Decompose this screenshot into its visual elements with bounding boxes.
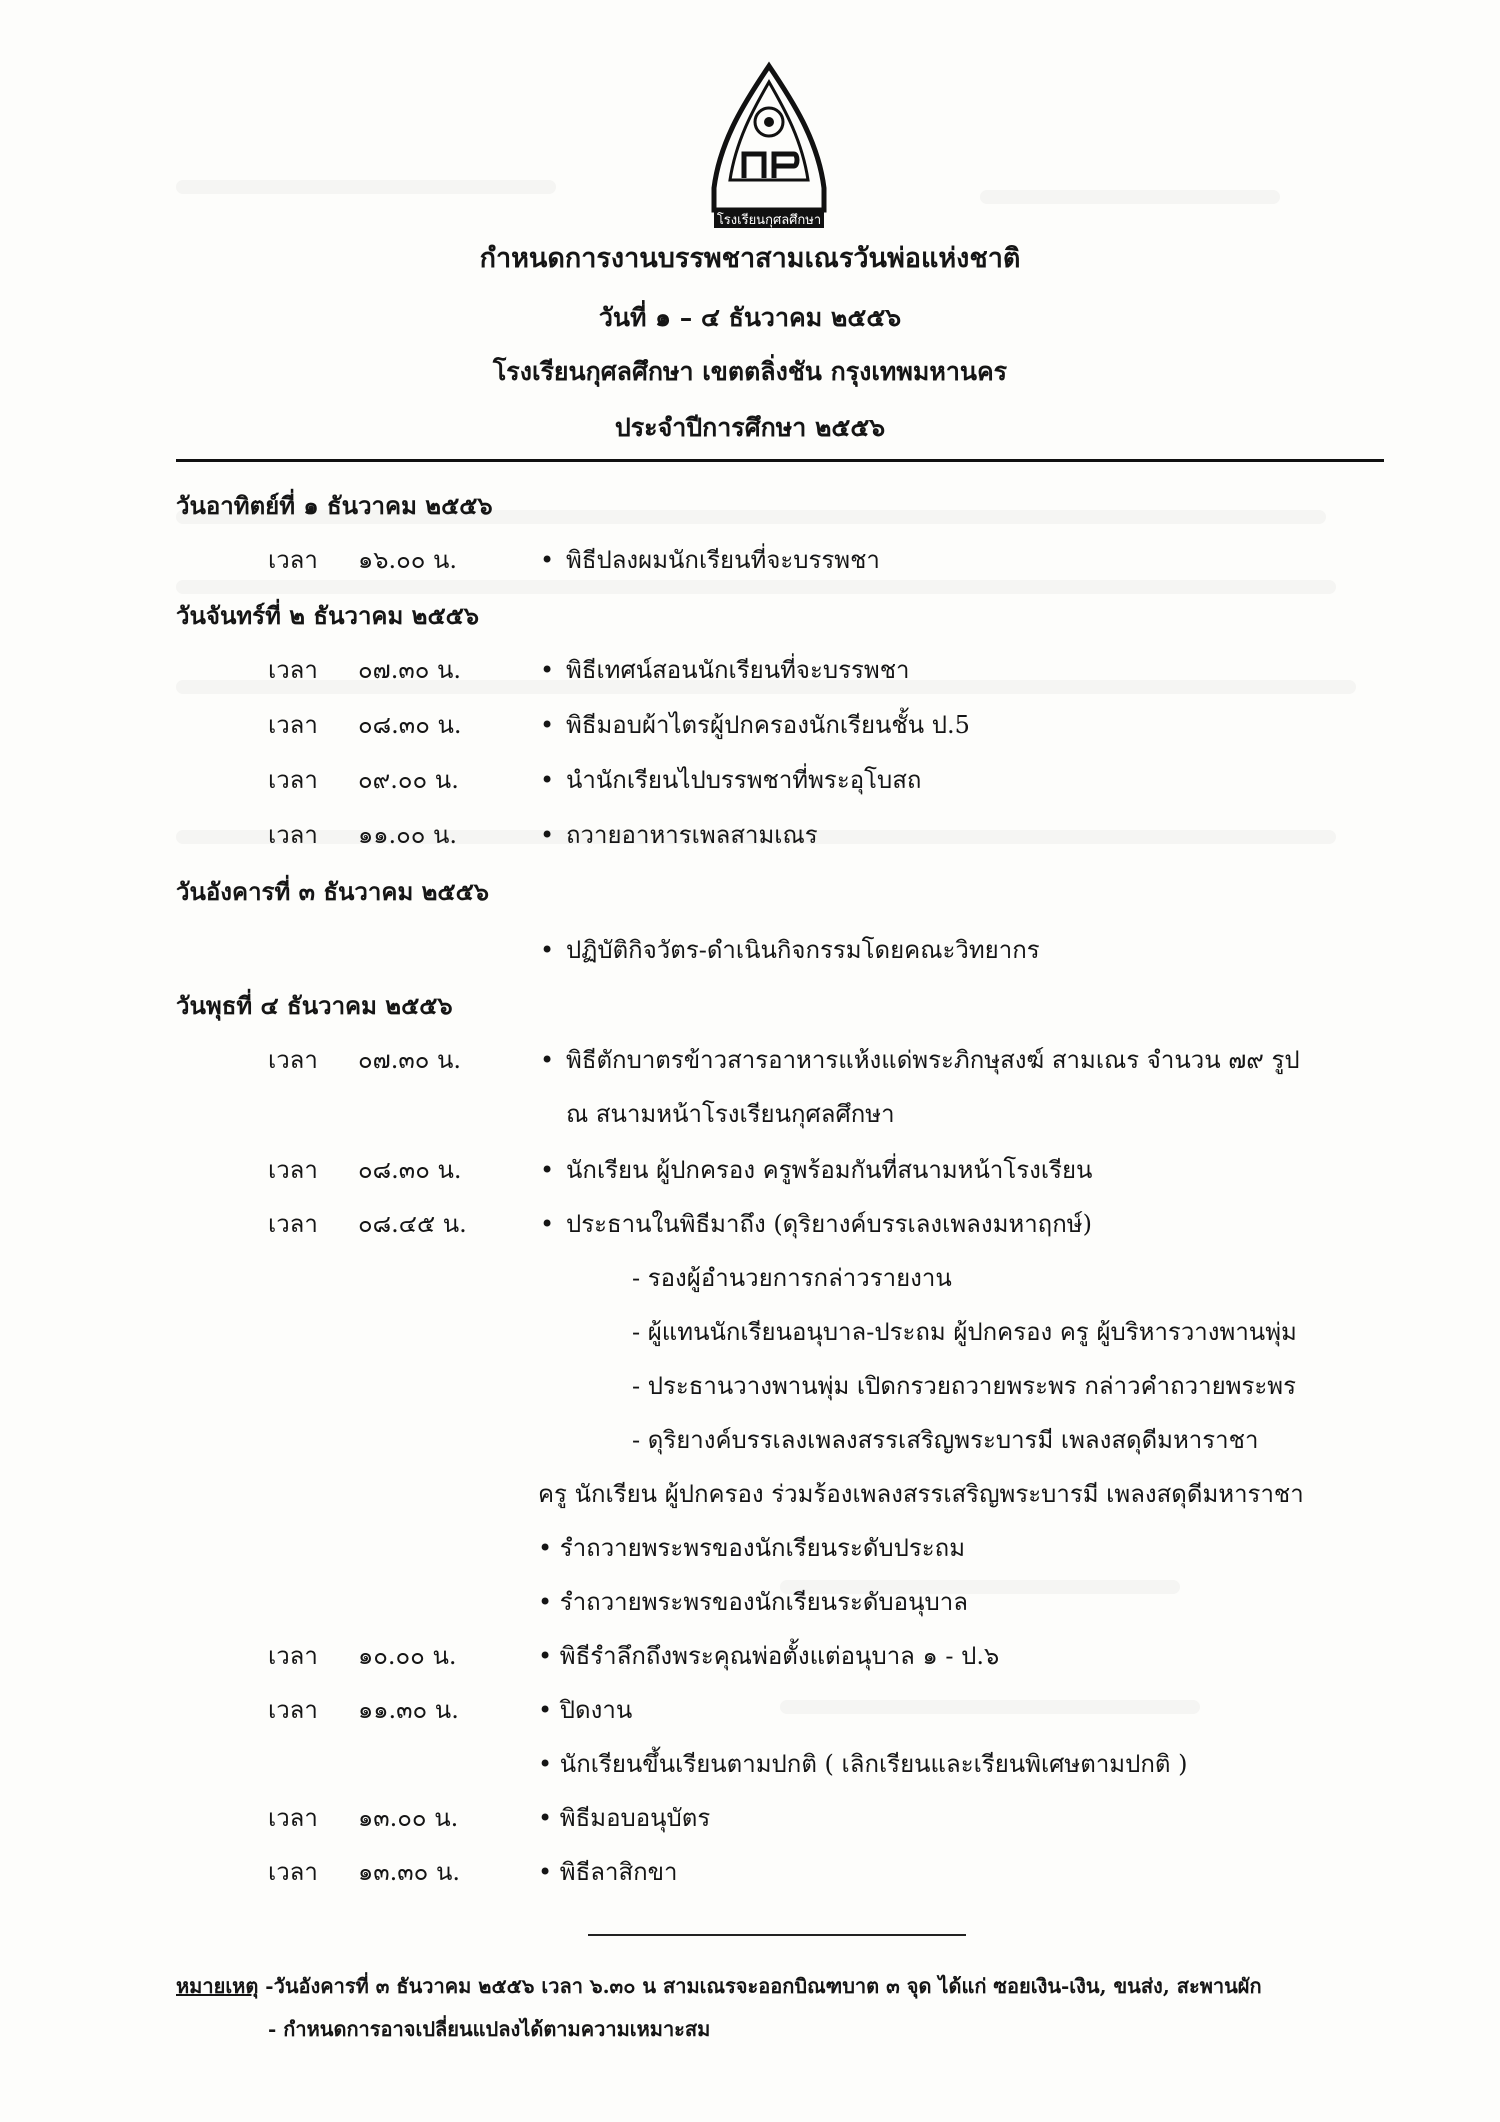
ceremony-subitem: - รองผู้อำนวยการกล่าวรายงาน	[632, 1264, 952, 1292]
schedule-item	[540, 1204, 1092, 1243]
bullet-icon: •	[538, 1858, 560, 1886]
bullet-icon: •	[540, 1046, 555, 1074]
bullet-icon: •	[540, 1156, 555, 1184]
footnote	[176, 1970, 1262, 2002]
bullet-icon: •	[540, 821, 555, 849]
schedule-item-text: พิธีลาสิกขา	[559, 1858, 678, 1886]
time-value: ๑๓.๓๐ น.	[358, 1858, 460, 1886]
document-date: วันที่ ๑ – ๔ ธันวาคม ๒๕๕๖	[598, 303, 902, 332]
day-heading: วันอาทิตย์ที่ ๑ ธันวาคม ๒๕๕๖	[176, 491, 493, 520]
schedule-item-text: พิธีปลงผมนักเรียนที่จะบรรพชา	[566, 546, 880, 574]
schedule-item	[540, 760, 921, 799]
time-value: ๐๘.๓๐ น.	[358, 1156, 462, 1184]
bullet-icon: •	[540, 766, 555, 794]
bullet-icon: •	[540, 711, 555, 739]
schedule-item	[538, 1798, 710, 1837]
bullet-icon: •	[538, 1534, 560, 1562]
schedule-item-text: พิธีเทศน์สอนนักเรียนที่จะบรรพชา	[566, 656, 910, 684]
schedule-item-text: นักเรียน ผู้ปกครอง ครูพร้อมกันที่สนามหน้าโรงเรียน	[566, 1156, 1093, 1184]
schedule-item	[538, 1744, 1187, 1783]
schedule-item	[540, 815, 818, 854]
bullet-icon: •	[540, 546, 555, 574]
time-value: ๐๘.๓๐ น.	[358, 711, 462, 739]
schedule-item	[540, 540, 880, 579]
schedule-item	[540, 1040, 1300, 1079]
bullet-icon: •	[538, 1588, 560, 1616]
time-label: เวลา	[268, 766, 318, 794]
schedule-item	[540, 930, 1040, 969]
schedule-item	[540, 705, 970, 744]
footnote: - กำหนดการอาจเปลี่ยนแปลงได้ตามความเหมาะสม	[268, 2017, 711, 2041]
schedule-item-text: รำถวายพระพรของนักเรียนระดับประถม	[559, 1534, 966, 1562]
footnote-text: -วันอังคารที่ ๓ ธันวาคม ๒๕๕๖ เวลา ๖.๓๐ น สามเณรจะออกบิณฑบาต ๓ จุด ได้แก่ ซอยเงิน-เงิน, ขนส่ง, สะพานผัก	[258, 1974, 1262, 1998]
time-value: ๐๗.๓๐ น.	[358, 1046, 462, 1074]
bleed-mark	[780, 1700, 1200, 1714]
schedule-item-text: นำนักเรียนไปบรรพชาที่พระอุโบสถ	[566, 766, 922, 794]
schedule-item	[538, 1528, 965, 1567]
schedule-item-text: พิธีรำลึกถึงพระคุณพ่อตั้งแต่อนุบาล ๑ - ป.๖	[559, 1642, 1000, 1670]
ceremony-subitem: - ดุริยางค์บรรเลงเพลงสรรเสริญพระบารมี เพลงสดุดีมหาราชา	[632, 1426, 1259, 1454]
schedule-item	[538, 1690, 632, 1729]
bullet-icon: •	[540, 936, 555, 964]
schedule-item-text: พิธีตักบาตรข้าวสารอาหารแห้งแด่พระภิกษุสงฆ์ สามเณร จำนวน ๗๙ รูป	[566, 1046, 1300, 1074]
time-label: เวลา	[268, 1210, 318, 1238]
time-value: ๑๑.๓๐ น.	[358, 1696, 459, 1724]
bleed-mark	[980, 190, 1280, 204]
time-value: ๐๗.๓๐ น.	[358, 656, 462, 684]
schedule-item-text: รำถวายพระพรของนักเรียนระดับอนุบาล	[559, 1588, 968, 1616]
bullet-icon: •	[538, 1642, 560, 1670]
bleed-mark	[176, 580, 1336, 594]
time-label: เวลา	[268, 1858, 318, 1886]
bullet-icon: •	[540, 656, 555, 684]
document-title: กำหนดการงานบรรพชาสามเณรวันพ่อแห่งชาติ	[479, 243, 1021, 274]
schedule-item	[538, 1636, 999, 1675]
bleed-mark	[176, 180, 556, 194]
school-logo	[706, 60, 832, 232]
schedule-item-text: ปิดงาน	[559, 1696, 633, 1724]
time-label: เวลา	[268, 711, 318, 739]
time-label: เวลา	[268, 1804, 318, 1832]
schedule-item-text: พิธีมอบผ้าไตรผู้ปกครองนักเรียนชั้น ป.5	[566, 711, 970, 739]
schedule-item-text: ปฏิบัติกิจวัตร-ดำเนินกิจกรรมโดยคณะวิทยากร	[566, 936, 1040, 964]
closing-line	[588, 1934, 966, 1936]
schedule-item-text: นักเรียนขึ้นเรียนตามปกติ ( เลิกเรียนและเรียนพิเศษตามปกติ )	[559, 1750, 1188, 1778]
time-label: เวลา	[268, 1642, 318, 1670]
time-value: ๐๙.๐๐ น.	[358, 766, 459, 794]
schedule-item-text: ถวายอาหารเพลสามเณร	[566, 821, 818, 849]
logo-text: โรงเรียนกุศลศึกษา	[716, 213, 822, 228]
singing-line: ครู นักเรียน ผู้ปกครอง ร่วมร้องเพลงสรรเสริญพระบารมี เพลงสดุดีมหาราชา	[538, 1480, 1304, 1508]
schedule-item-text: พิธีมอบอนุบัตร	[559, 1804, 711, 1832]
ceremony-subitem: - ผู้แทนนักเรียนอนุบาล-ประถม ผู้ปกครอง ครู ผู้บริหารวางพานพุ่ม	[632, 1318, 1297, 1346]
schedule-item	[538, 1852, 678, 1891]
footnote-label: หมายเหตุ	[176, 1974, 259, 1998]
time-value: ๑๐.๐๐ น.	[358, 1642, 457, 1670]
academic-year: ประจำปีการศึกษา ๒๕๕๖	[614, 413, 886, 442]
time-value: ๐๘.๔๕ น.	[358, 1210, 467, 1238]
day-heading: วันพุธที่ ๔ ธันวาคม ๒๕๕๖	[176, 991, 453, 1020]
schedule-item	[540, 650, 909, 689]
time-value: ๑๓.๐๐ น.	[358, 1804, 459, 1832]
time-value: ๑๖.๐๐ น.	[358, 546, 458, 574]
bullet-icon: •	[540, 1210, 555, 1238]
schedule-item-text: ประธานในพิธีมาถึง (ดุริยางค์บรรเลงเพลงมหาฤกษ์)	[566, 1210, 1092, 1238]
time-label: เวลา	[268, 1696, 318, 1724]
schedule-item	[540, 1150, 1092, 1189]
time-label: เวลา	[268, 1156, 318, 1184]
time-label: เวลา	[268, 821, 318, 849]
bullet-icon: •	[538, 1804, 560, 1832]
day-heading: วันจันทร์ที่ ๒ ธันวาคม ๒๕๕๖	[176, 601, 480, 630]
time-label: เวลา	[268, 1046, 318, 1074]
schedule-item	[538, 1582, 968, 1621]
bullet-icon: •	[538, 1750, 560, 1778]
time-value: ๑๑.๐๐ น.	[358, 821, 458, 849]
ceremony-subitem: - ประธานวางพานพุ่ม เปิดกรวยถวายพระพร กล่าวคำถวายพระพร	[632, 1372, 1296, 1400]
school-name: โรงเรียนกุศลศึกษา เขตตลิ่งชัน กรุงเทพมหานคร	[492, 357, 1008, 386]
bullet-icon: •	[538, 1696, 560, 1724]
time-label: เวลา	[268, 546, 318, 574]
header-divider	[176, 459, 1384, 462]
day-heading: วันอังคารที่ ๓ ธันวาคม ๒๕๕๖	[176, 877, 489, 906]
time-label: เวลา	[268, 656, 318, 684]
schedule-item-continued: ณ สนามหน้าโรงเรียนกุศลศึกษา	[566, 1100, 895, 1128]
